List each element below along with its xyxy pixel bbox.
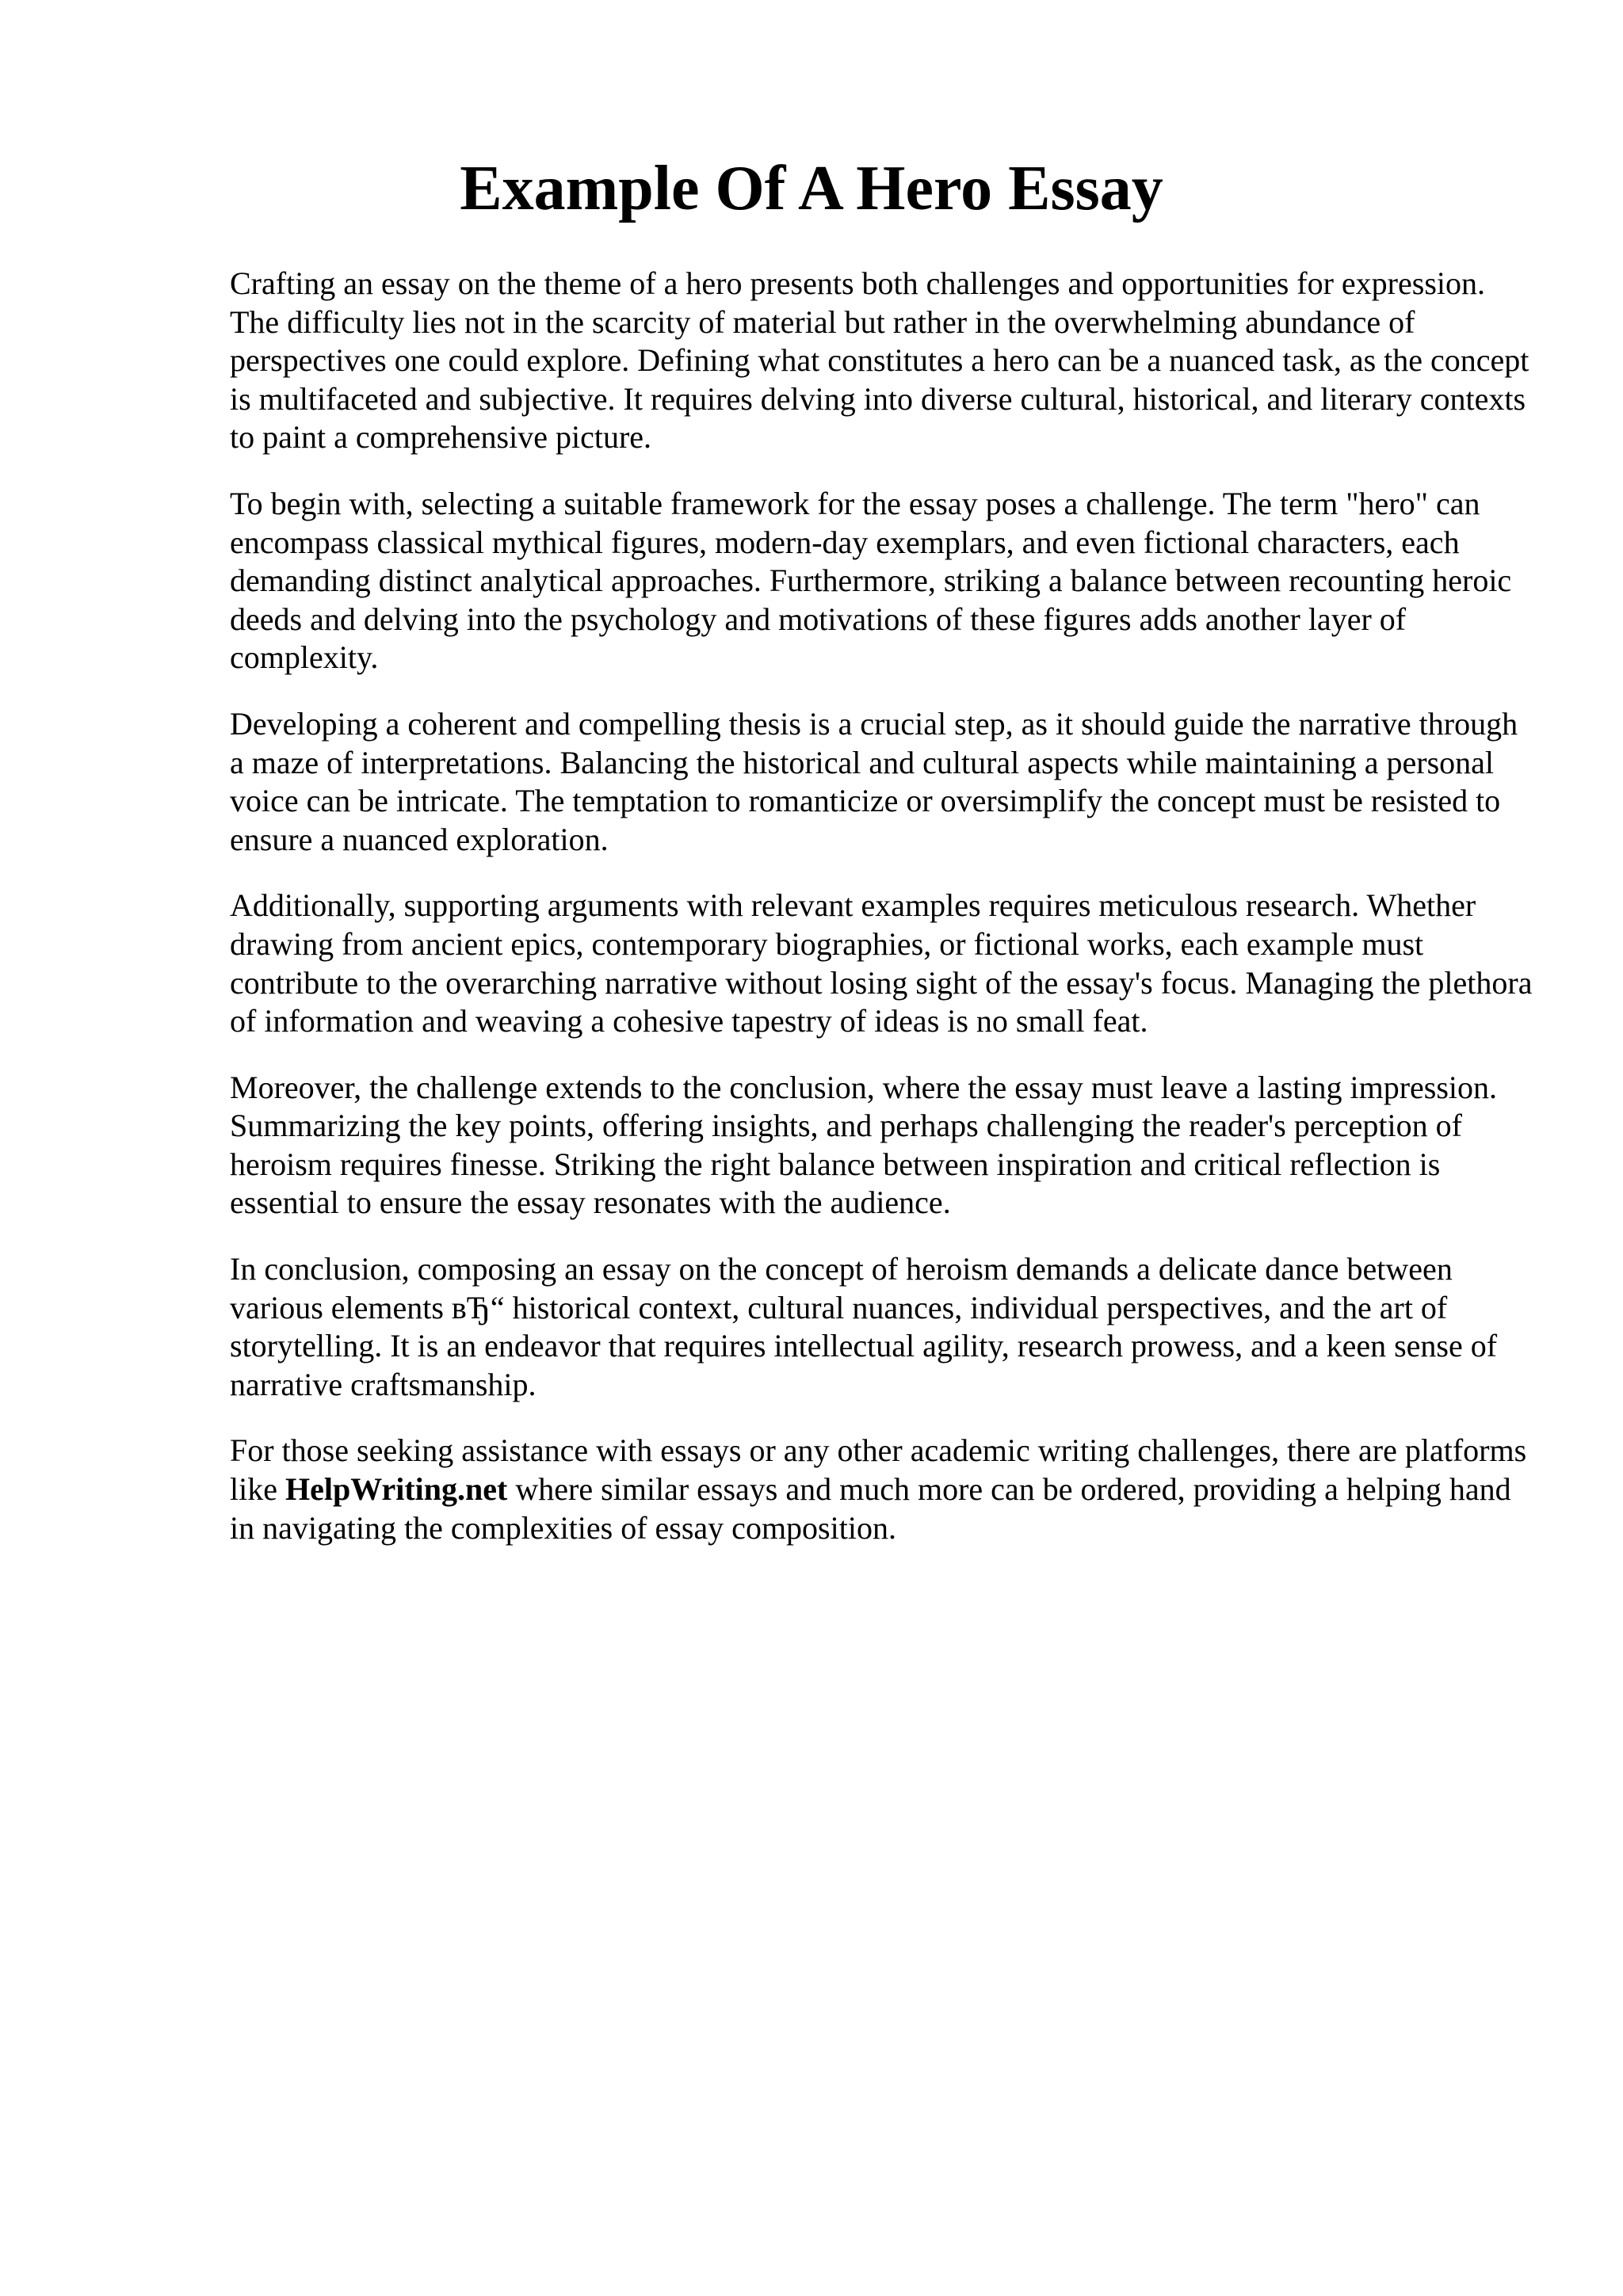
paragraph-intro: Crafting an essay on the theme of a hero presents both challenges and opportunities for expression. The difficulty lies not in the scarcity of material but rather in the overwhelming abundance of perspectives one could explore. Defining what constitutes a hero can be a nuanced task, as the concept is multifaceted and subjective. It requires delving into diverse cultural, historical, and literary contexts to paint a comprehensive picture. xyxy=(230,265,1529,456)
paragraph-thesis: Developing a coherent and compelling thesis is a crucial step, as it should guide the narrative through a maze of interpretations. Balancing the historical and cultural aspects while maintaining a personal voice can be intricate. The temptation to romanticize or oversimplify the concept must be resisted to ensure a nuanced exploration. xyxy=(230,705,1518,857)
brand-name: HelpWriting.net xyxy=(285,1471,508,1508)
closing-text-before: For those seeking assistance with essays or any other academic writing challenges, there are platforms like xyxy=(230,1432,1527,1508)
paragraph-in-conclusion: In conclusion, composing an essay on the concept of heroism demands a delicate dance between various elements вЂ“ historical context, cultural nuances, individual perspectives, and the art of storytelling. It is an endeavor that requires intellectual agility, research prowess, and a keen sense of narrative craftsmanship. xyxy=(230,1251,1498,1402)
document-body xyxy=(230,265,1537,1575)
paragraph-research: Additionally, supporting arguments with relevant examples requires meticulous research. Whether drawing from ancient epics, contemporary biographies, or fictional works, each example must contribute to the overarching narrative without losing sight of the essay's focus. Managing the plethora of information and weaving a cohesive tapestry of ideas is no small feat. xyxy=(230,887,1533,1039)
paragraph-closing xyxy=(230,1432,1537,1547)
closing-text-after: where similar essays and much more can be ordered, providing a helping hand in navigating the complexities of essay composition. xyxy=(230,1471,1511,1546)
paragraph-conclusion-challenge: Moreover, the challenge extends to the conclusion, where the essay must leave a lasting impression. Summarizing the key points, offering insights, and perhaps challenging the reader's perception of heroism requires finesse. Striking the right balance between inspiration and critical reflection is essential to ensure the essay resonates with the audience. xyxy=(230,1069,1498,1221)
document-title: Example Of A Hero Essay xyxy=(460,154,1163,223)
paragraph-framework: To begin with, selecting a suitable framework for the essay poses a challenge. The term "hero" can encompass classical mythical figures, modern-day exemplars, and even fictional characters, each demanding distinct analytical approaches. Furthermore, striking a balance between recounting heroic deeds and delving into the psychology and motivations of these figures adds another layer of complexity. xyxy=(230,485,1512,676)
